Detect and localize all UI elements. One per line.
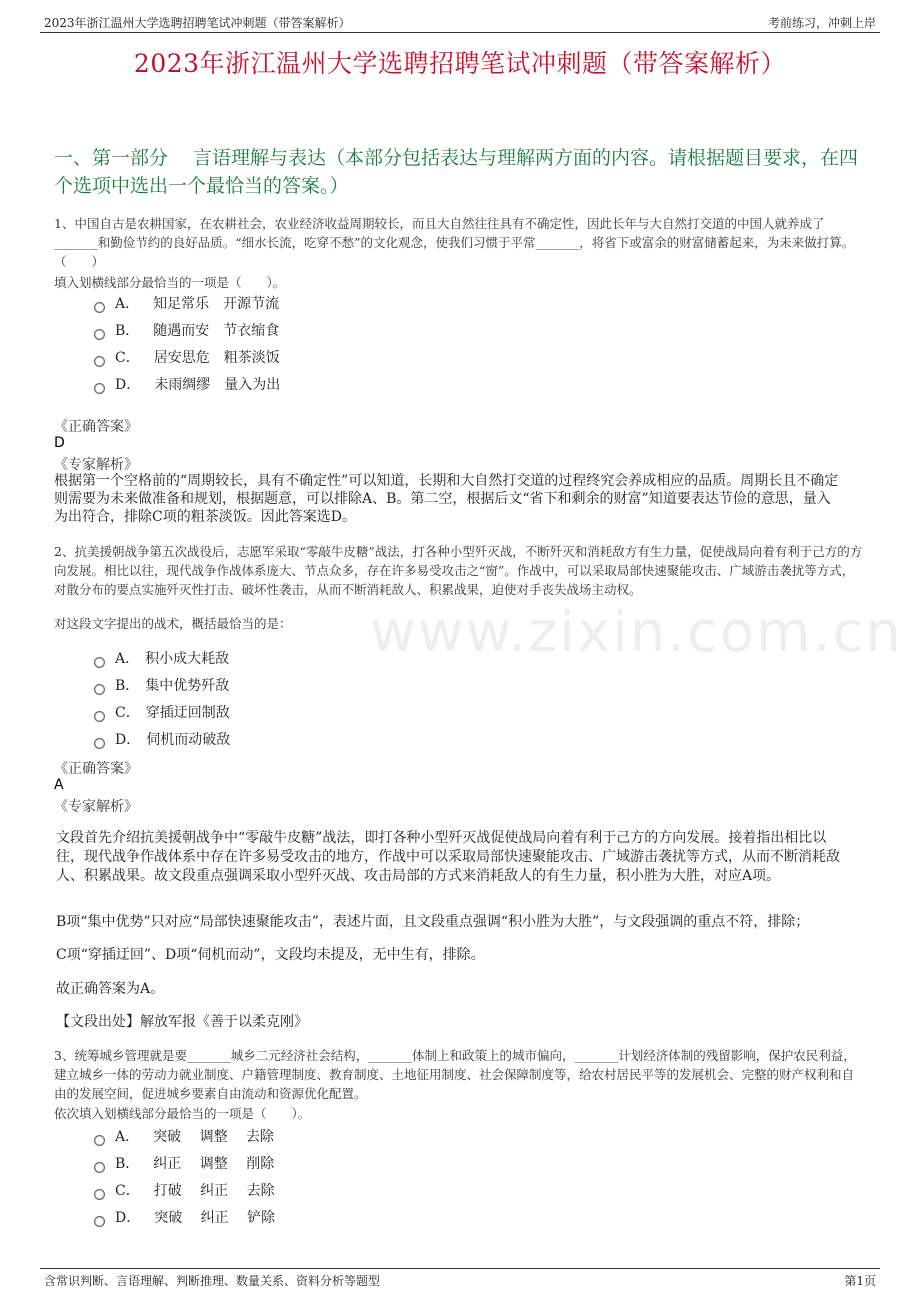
question-1-prompt: 填入划横线部分最恰当的一项是（ ）。 [54,275,286,290]
question-2-option-b[interactable]: B． 集中优势歼敌 [94,675,229,695]
watermark: www.zixin.com.cn [370,600,903,665]
question-1-explanation-label: 《专家解析》 [54,457,138,473]
question-2-explanation-p1: 文段首先介绍抗美援朝战争中“零敲牛皮糖”战法，即打各种小型歼灭战促使战局向着有利于己方的方向发展。接着指出相比以往，现代战争作战体系中存在许多易受攻击的地方，作战中可以采取局部快速聚能攻击、广域游击袭扰等方式，从而不断消耗敌人、积累战果。故文段重点强调采取小型歼灭战、攻击局部的方式来消耗敌人的有生力量，积小胜为大胜，对应A项。 [56,830,840,884]
question-1-option-c[interactable]: C． 居安思危 粗茶淡饭 [94,347,280,367]
question-1-answer: D [54,435,65,451]
question-2-option-c[interactable]: C． 穿插迂回制敌 [94,702,230,722]
page-number: 第1页 [844,1274,876,1288]
question-3-option-b[interactable]: B． 纠正 调整 削除 [94,1153,274,1173]
question-1-stem: 1、中国自古是农耕国家，在农耕社会，农业经济收益周期较长，而且大自然往往具有不确定性，因此长年与大自然打交道的中国人就养成了_______和勤俭节约的良好品质。“细水长流，吃穿不愁”的文化观念，使我们习惯于平常_______，将省下或富余的财富储蓄起来，为未来做打算。（ ） [54,216,855,269]
radio-icon[interactable] [94,329,105,340]
radio-icon[interactable] [94,356,105,367]
question-3-option-d[interactable]: D． 突破 纠正 铲除 [94,1207,275,1227]
question-2-explanation-p3: C项“穿插迂回”、D项“伺机而动”，文段均未提及，无中生有，排除。 [56,947,485,963]
radio-icon[interactable] [94,711,105,722]
question-3-option-c[interactable]: C． 打破 纠正 去除 [94,1180,275,1200]
question-2-source: 【文段出处】解放军报《善于以柔克刚》 [56,1014,308,1030]
header-divider [40,32,880,33]
radio-icon[interactable] [94,657,105,668]
question-2-answer: A [54,777,64,793]
footer-description: 含常识判断、言语理解、判断推理、数量关系、资料分析等题型 [44,1274,381,1288]
radio-icon[interactable] [94,738,105,749]
radio-icon[interactable] [94,1135,105,1146]
header-slogan: 考前练习，冲刺上岸 [767,16,876,30]
question-1-explanation: 根据第一个空格前的“周期较长，具有不确定性”可以知道，长期和大自然打交道的过程终究会养成相应的品质。周期长且不确定则需要为未来做准备和规划，根据题意，可以排除A、B。第二空，根据后文“省下和剩余的财富”知道要表达节俭的意思，量入为出符合，排除C项的粗茶淡饭。因此答案选D。 [54,473,839,525]
question-2-option-a[interactable]: A． 积小成大耗敌 [94,648,229,668]
question-1-option-d[interactable]: D． 未雨绸缪 量入为出 [94,374,280,394]
radio-icon[interactable] [94,1162,105,1173]
question-2-explanation-label: 《专家解析》 [54,799,138,815]
radio-icon[interactable] [94,1216,105,1227]
question-2-stem: 2、抗美援朝战争第五次战役后，志愿军采取“零敲牛皮糖”战法，打各种小型歼灭战，不断歼灭和消耗敌方有生力量，促使战局向着有利于己方的方向发展。相比以往，现代战争作战体系庞大、节点众多，存在许多易受攻击之“窗”。作战中，可以采取局部快速聚能攻击、广域游击袭扰等方式，对散分布的要点实施歼灭性打击、破坏性袭击，从而不断消耗敌人、积累战果，迫使对手丧失战场主动权。 [54,544,863,597]
section-heading: 一、第一部分 言语理解与表达（本部分包括表达与理解两方面的内容。请根据题目要求，在四个选项中选出一个最恰当的答案。） [54,147,859,197]
question-2-explanation-p2: B项“集中优势”只对应“局部快速聚能攻击”，表述片面，且文段重点强调“积小胜为大胜”，与文段强调的重点不符，排除； [56,914,810,930]
radio-icon[interactable] [94,302,105,313]
question-1-option-a[interactable]: A． 知足常乐 开源节流 [94,293,279,313]
radio-icon[interactable] [94,1189,105,1200]
radio-icon[interactable] [94,383,105,394]
question-2-answer-label: 《正确答案》 [54,761,138,777]
question-2-prompt: 对这段文字提出的战术，概括最恰当的是： [54,616,292,631]
question-2-explanation-p4: 故正确答案为A。 [56,981,165,997]
question-3-prompt: 依次填入划横线部分最恰当的一项是（ ）。 [54,1106,311,1121]
question-3-option-a[interactable]: A． 突破 调整 去除 [94,1126,274,1146]
question-1-option-b[interactable]: B． 随遇而安 节衣缩食 [94,320,279,340]
question-2-option-d[interactable]: D． 伺机而动破敌 [94,729,230,749]
footer-divider [40,1268,880,1269]
question-3-stem: 3、统筹城乡管理就是要_______城乡二元经济社会结构，_______体制上和政策上的城市偏向，_______计划经济体制的残留影响，保护农民利益，建立城乡一体的劳动力就业制度、户籍管理制度、教育制度、土地征用制度、社会保障制度等，给农村居民平等的发展机会、完整的财产权利和自由的发展空间，促进城乡要素自由流动和资源优化配置。 [54,1048,856,1101]
page-title: 2023年浙江温州大学选聘招聘笔试冲刺题（带答案解析） [133,49,787,78]
header-title: 2023年浙江温州大学选聘招聘笔试冲刺题（带答案解析） [44,16,351,30]
question-1-answer-label: 《正确答案》 [54,419,138,435]
radio-icon[interactable] [94,684,105,695]
